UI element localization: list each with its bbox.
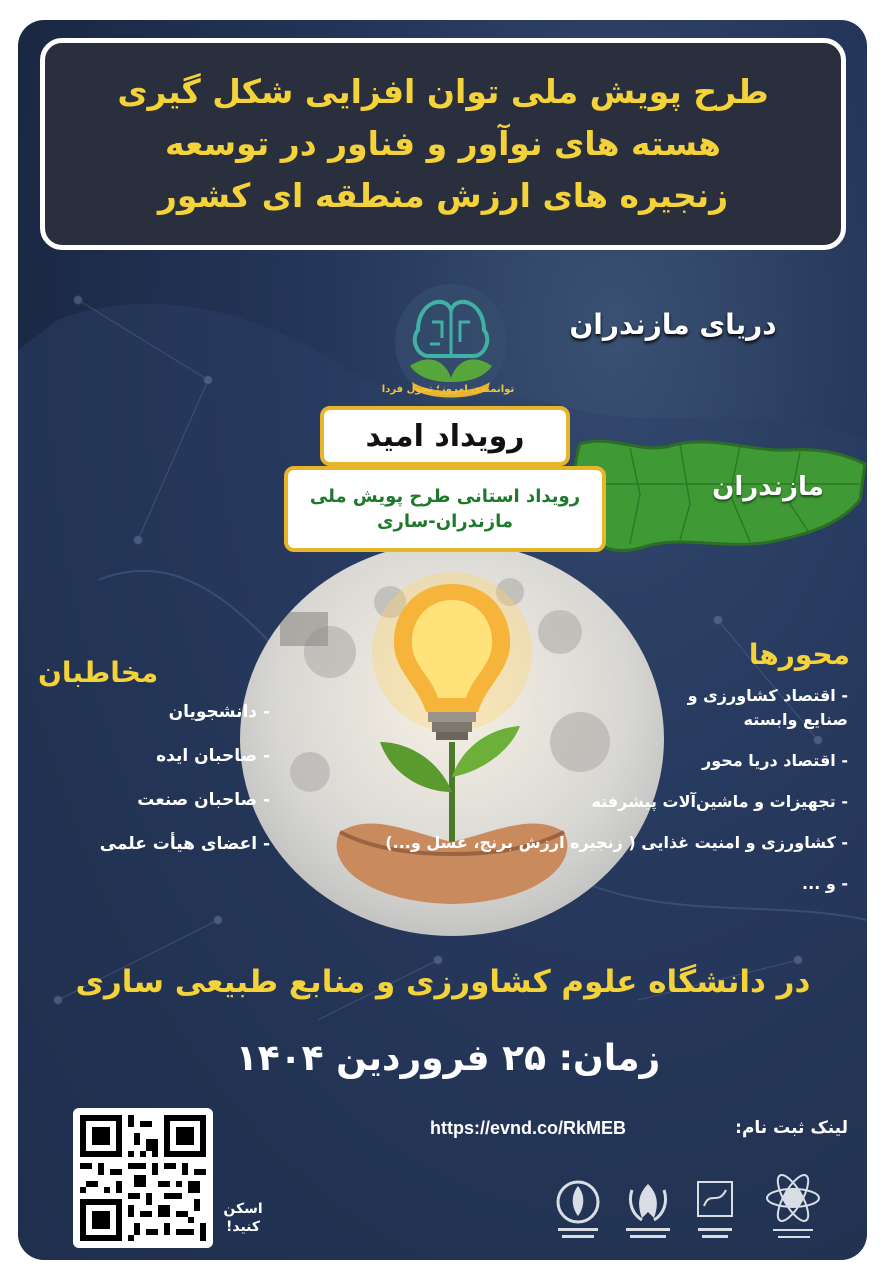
university-flame-logo [558,1182,598,1238]
scan-label-line-2: کنید! [225,1219,261,1235]
sponsor-logos [548,1172,848,1252]
audience-item: - دانشجویان [168,702,270,722]
axes-item: - کشاورزی و امنیت غذایی ( زنجیره ارزش برنج، عسل و...) [385,833,848,852]
axes-item: - اقتصاد دریا محور [702,751,848,770]
event-name-box: رویداد امید [320,406,570,466]
province-label: مازندران [712,472,824,502]
poster [18,20,867,1260]
scan-label-line-1: اسکن [223,1201,263,1217]
venue-text: در دانشگاه علوم کشاورزی و منابع طبیعی ساری [75,964,811,1000]
axes-item: - اقتصاد کشاورزی و [687,686,848,705]
title-line-3: زنجیره های ارزش منطقه ای کشور [157,176,729,215]
scan-label [218,1200,268,1236]
audience-list [40,700,270,876]
audience-item: - اعضای هیأت علمی [99,834,270,854]
axes-title: محورها [748,638,850,671]
event-subtitle-box [284,466,606,552]
title-line-1: طرح پویش ملی توان افزایی شکل گیری [117,72,769,111]
event-subtitle-line-2: مازندران-ساری [376,511,514,532]
event-date: زمان: ۲۵ فروردین ۱۴۰۴ [235,1038,661,1079]
axes-item: - و ... [802,874,848,893]
audience-item: - صاحبان صنعت [137,790,270,810]
audience-title: مخاطبان [38,656,159,689]
sea-label: دریای مازندران [569,308,777,341]
logo-caption: توانمندی امروز؛ تحول فردا [381,384,515,395]
axes-item: صنایع وابسته [743,710,848,729]
registration-link[interactable]: https://evnd.co/RkMEB [429,1118,626,1138]
qr-code[interactable] [73,1108,213,1248]
event-subtitle-line-1: رویداد استانی طرح پویش ملی [309,486,581,507]
axes-list [348,684,848,913]
ministry-calligraphy-logo [698,1182,732,1238]
science-park-atom-logo [767,1172,819,1237]
registration-label: لینک ثبت نام: [735,1118,848,1138]
axes-item: - تجهیزات و ماشین‌آلات پیشرفته [591,792,848,811]
audience-item: - صاحبان ایده [156,746,270,766]
title-line-2: هسته های نوآور و فناور در توسعه [165,124,721,163]
title-box [40,38,846,250]
iran-emblem-logo [626,1184,670,1238]
